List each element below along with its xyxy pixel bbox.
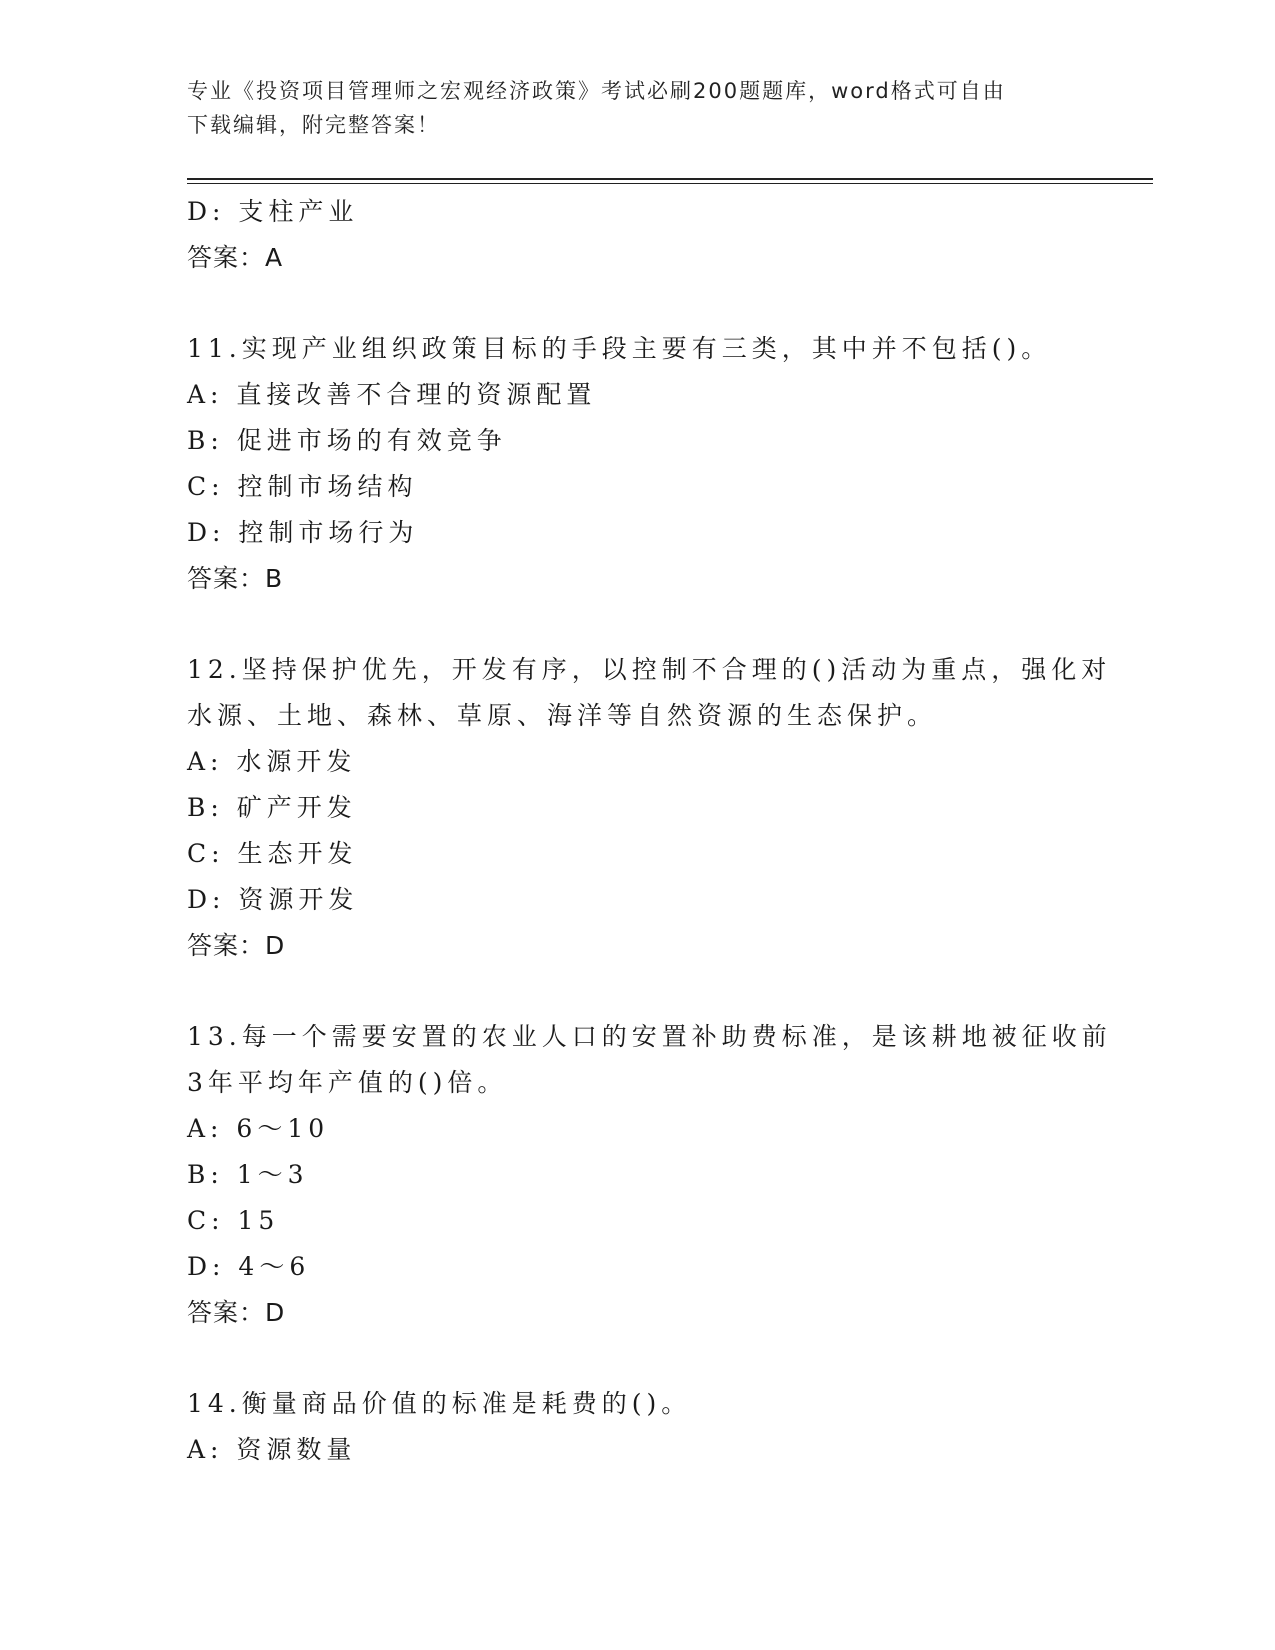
option-b: B: 1～3	[187, 1160, 309, 1189]
answer-line: 答案：D	[187, 1298, 286, 1327]
question-stem-line-1: 12.坚持保护优先，开发有序，以控制不合理的()活动为重点，强化对	[187, 655, 1112, 684]
option-d: D: 控制市场行为	[187, 518, 419, 547]
question-block-11	[187, 326, 1087, 602]
header-rule-thin	[187, 183, 1153, 184]
option-c: C: 控制市场结构	[187, 472, 418, 501]
question-block-12	[187, 647, 1112, 969]
header-rule-thick	[187, 178, 1153, 180]
question-block-prev	[187, 189, 1087, 281]
question-list	[187, 189, 1112, 1473]
option-d: D: 资源开发	[187, 885, 359, 914]
question-stem: 11.实现产业组织政策目标的手段主要有三类，其中并不包括()。	[187, 334, 1052, 363]
option-a: A: 6～10	[187, 1114, 330, 1143]
option-d: D: 4～6	[187, 1252, 311, 1281]
option-a: A: 直接改善不合理的资源配置	[187, 380, 597, 409]
question-block-13	[187, 1014, 1112, 1336]
answer-line: 答案：B	[187, 564, 284, 593]
question-stem: 14.衡量商品价值的标准是耗费的()。	[187, 1389, 692, 1418]
question-block-14	[187, 1381, 1087, 1473]
answer-line: 答案：A	[187, 243, 284, 272]
header-line-1: 专业《投资项目管理师之宏观经济政策》考试必刷200题题库，word格式可自由	[187, 79, 1006, 103]
answer-line: 答案：D	[187, 931, 286, 960]
option-c: C: 生态开发	[187, 839, 358, 868]
header-line-2: 下载编辑，附完整答案！	[187, 113, 440, 137]
option-b: B: 促进市场的有效竞争	[187, 426, 507, 455]
option-b: B: 矿产开发	[187, 793, 357, 822]
question-stem-line-2: 3年平均年产值的()倍。	[187, 1068, 508, 1097]
document-header	[187, 74, 1087, 142]
question-stem-line-1: 13.每一个需要安置的农业人口的安置补助费标准，是该耕地被征收前	[187, 1022, 1112, 1051]
option-c: C: 15	[187, 1206, 280, 1235]
option-a: A: 水源开发	[187, 747, 357, 776]
option-d: D: 支柱产业	[187, 197, 359, 226]
question-stem-line-2: 水源、土地、森林、草原、海洋等自然资源的生态保护。	[187, 701, 938, 730]
option-a: A: 资源数量	[187, 1435, 357, 1464]
